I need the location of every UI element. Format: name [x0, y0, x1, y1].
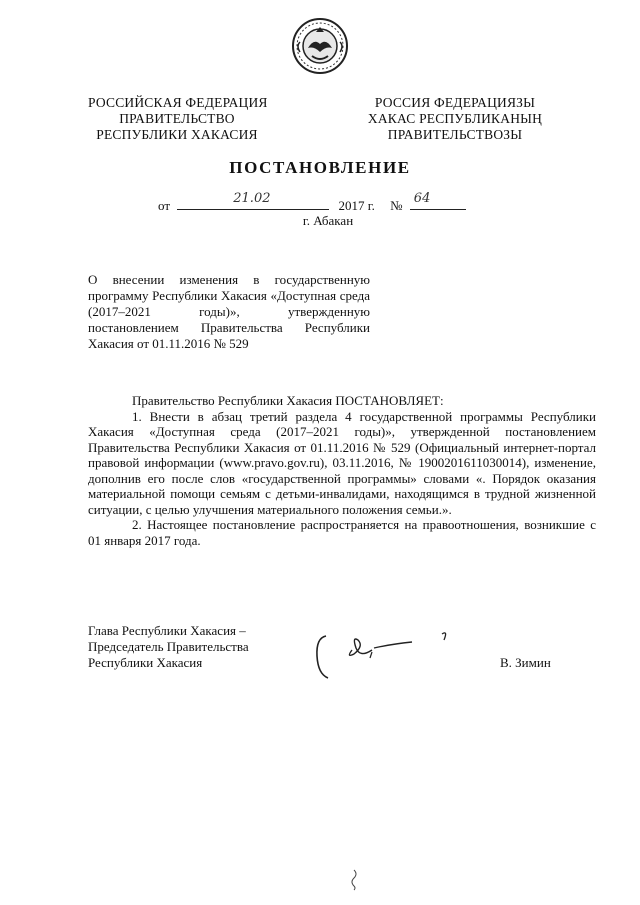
body-intro: Правительство Республики Хакасия ПОСТАНОВЛЯЕТ: [132, 393, 444, 408]
document-title: ПОСТАНОВЛЕНИЕ [229, 158, 411, 177]
body-paragraph-1: 1. Внести в абзац третий раздела 4 государственной программы Республики Хакасия «Доступная среда (2017–2021 годы)», утвержденной постановлением Правительства Республики Хакасия от 01.11.2016 № 529 (Официальный интернет-портал правовой информации (www.pravo.gov.ru), 03.11.2016, № 1900201611030014), изменение, дополнив его после слов «государственной программы» словами «. Порядок оказания материальной помощи семьям с детьми-инвалидами, находящимся в трудной жизненной ситуации, с целью улучшения материального положения семьи.». [88, 408, 596, 517]
signatory-position-line-3: Республики Хакасия [88, 655, 203, 670]
signatory-name: В. Зимин [500, 655, 551, 670]
date-number-row [158, 191, 466, 214]
date-prefix: от [158, 198, 171, 213]
date-handwritten: 21.02 [233, 191, 271, 206]
year-text: 2017 г. [338, 198, 375, 213]
signatory-position-line-1: Глава Республики Хакасия – [88, 623, 246, 638]
document-body [88, 393, 596, 548]
header-left-line-1: РОССИЙСКАЯ ФЕДЕРАЦИЯ [88, 95, 268, 110]
header-left-block [88, 95, 266, 143]
page-mark-icon [348, 868, 360, 892]
header-left-line-3: РЕСПУБЛИКИ ХАКАСИЯ [96, 127, 258, 142]
document-subject: О внесении изменения в государственную программу Республики Хакасия «Доступная среда (2017–2021 годы)», утвержденную постановлением Правительства Республики Хакасия от 01.11.2016 № 529 [88, 272, 370, 351]
number-line [410, 191, 466, 210]
coat-of-arms-icon [290, 16, 350, 76]
handwritten-signature [312, 628, 472, 686]
number-label: № [390, 198, 403, 213]
header-right-line-3: ПРАВИТЕЛЬСТВОЗЫ [387, 127, 523, 142]
signatory-position-line-2: Председатель Правительства [88, 639, 249, 654]
body-paragraph-2: 2. Настоящее постановление распространяется на правоотношения, возникшие с 01 января 2017 года. [88, 517, 596, 548]
header-right-block [360, 95, 550, 143]
date-line [177, 191, 329, 210]
header-right-line-2: ХАКАС РЕСПУБЛИКАНЫҢ [367, 111, 543, 126]
header-left-line-2: ПРАВИТЕЛЬСТВО [119, 111, 235, 126]
number-handwritten: 64 [413, 191, 431, 206]
city: г. Абакан [302, 213, 354, 228]
signatory-position [88, 623, 249, 671]
header-right-line-1: РОССИЯ ФЕДЕРАЦИЯЗЫ [374, 95, 536, 110]
